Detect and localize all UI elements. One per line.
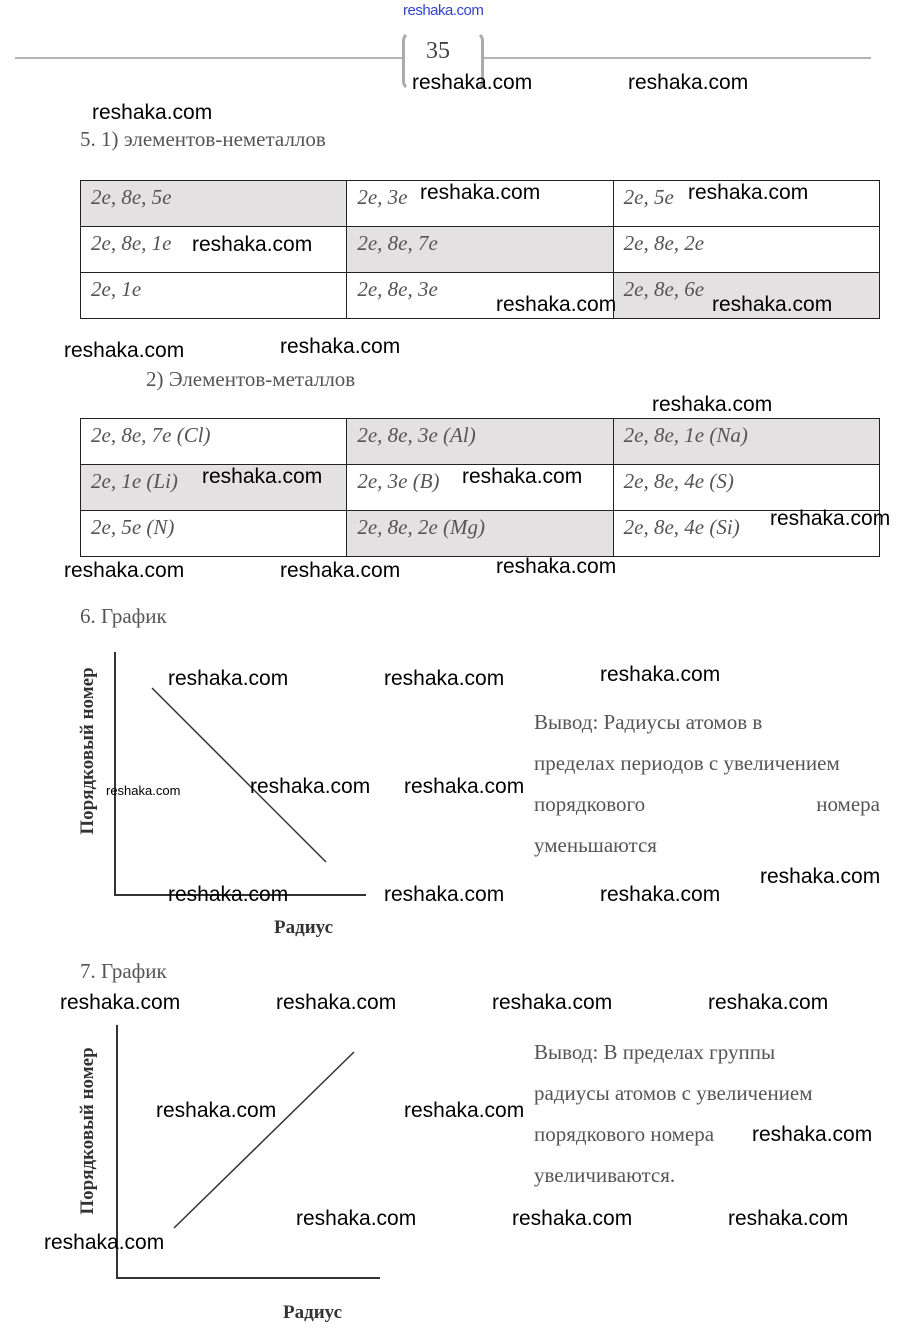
table-cell: 2e, 3e (B)	[347, 465, 613, 511]
table-cell: 2e, 8e, 3e	[347, 273, 613, 319]
watermark: reshaka.com	[652, 393, 773, 416]
task7-heading: 7. График	[80, 959, 167, 983]
watermark: reshaka.com	[688, 181, 809, 204]
watermark: reshaka.com	[412, 71, 533, 94]
conclusion-line: Вывод: В пределах группы	[534, 1040, 776, 1064]
watermark: reshaka.com	[404, 1099, 525, 1122]
watermark: reshaka.com	[708, 991, 829, 1014]
table-cell: 2e, 8e, 3e (Al)	[347, 419, 613, 465]
table-cell: 2e, 1e	[81, 273, 347, 319]
site-link[interactable]: reshaka.com	[403, 2, 484, 19]
watermark: reshaka.com	[156, 1099, 277, 1122]
table-cell: 2e, 8e, 7e	[347, 227, 613, 273]
metals-heading: 2) Элементов-металлов	[146, 367, 356, 391]
task5-heading: 5. 1) элементов-неметаллов	[80, 127, 326, 151]
watermark: reshaka.com	[492, 991, 613, 1014]
graph2-conclusion	[534, 1032, 880, 1196]
watermark: reshaka.com	[192, 233, 313, 256]
watermark: reshaka.com	[64, 559, 185, 582]
watermark: reshaka.com	[280, 559, 401, 582]
graph2-x-axis	[116, 1277, 380, 1279]
table-cell: 2e, 8e, 1e (Na)	[613, 419, 879, 465]
watermark: reshaka.com	[296, 1207, 417, 1230]
conclusion-line: пределах периодов с увеличением	[534, 751, 840, 775]
watermark: reshaka.com	[92, 101, 213, 124]
table-cell: 2e, 5e (N)	[81, 511, 347, 557]
graph2-x-label: Радиус	[283, 1302, 343, 1323]
conclusion-word: номера	[816, 792, 880, 816]
watermark: reshaka.com	[168, 667, 289, 690]
table-cell: 2e, 1e (Li)	[81, 465, 347, 511]
watermark: reshaka.com	[600, 663, 721, 686]
watermark: reshaka.com	[496, 293, 617, 316]
graph1-y-label: Порядковый номер	[77, 667, 98, 835]
conclusion-line	[534, 784, 880, 825]
graph2-line	[174, 1052, 354, 1228]
watermark: reshaka.com	[512, 1207, 633, 1230]
graph1-x-label: Радиус	[274, 917, 334, 938]
watermark: reshaka.com	[106, 783, 181, 798]
table-cell: 2e, 8e, 6e	[613, 273, 879, 319]
watermark: reshaka.com	[64, 339, 185, 362]
conclusion-line: радиусы атомов с увеличением	[534, 1081, 813, 1105]
watermark: reshaka.com	[60, 991, 181, 1014]
conclusion-line: Вывод: Радиусы атомов в	[534, 710, 763, 734]
watermark: reshaka.com	[276, 991, 397, 1014]
table-cell: 2e, 8e, 4e (S)	[613, 465, 879, 511]
graph2-y-label: Порядковый номер	[77, 1047, 98, 1215]
watermark: reshaka.com	[168, 883, 289, 906]
table-cell: 2e, 5e	[613, 181, 879, 227]
watermark: reshaka.com	[628, 71, 749, 94]
table-cell: 2e, 8e, 2e	[613, 227, 879, 273]
watermark: reshaka.com	[384, 667, 505, 690]
watermark: reshaka.com	[420, 181, 541, 204]
table-cell: 2e, 8e, 5e	[81, 181, 347, 227]
watermark: reshaka.com	[760, 865, 881, 888]
page-number: 35	[426, 38, 450, 64]
table-cell: 2e, 8e, 4e (Si)	[613, 511, 879, 557]
watermark: reshaka.com	[462, 465, 583, 488]
table-cell: 2e, 3e	[347, 181, 613, 227]
graph1-conclusion	[534, 702, 880, 866]
watermark: reshaka.com	[250, 775, 371, 798]
watermark: reshaka.com	[496, 555, 617, 578]
watermark: reshaka.com	[202, 465, 323, 488]
conclusion-line: увеличиваются.	[534, 1163, 676, 1187]
watermark: reshaka.com	[280, 335, 401, 358]
watermark: reshaka.com	[752, 1123, 873, 1146]
conclusion-line: порядкового номера	[534, 1122, 715, 1146]
watermark: reshaka.com	[728, 1207, 849, 1230]
conclusion-line: уменьшаются	[534, 833, 657, 857]
table-cell: 2e, 8e, 2e (Mg)	[347, 511, 613, 557]
watermark: reshaka.com	[770, 507, 891, 530]
watermark: reshaka.com	[404, 775, 525, 798]
watermark: reshaka.com	[44, 1231, 165, 1254]
watermark: reshaka.com	[600, 883, 721, 906]
table-cell: 2e, 8e, 7e (Cl)	[81, 419, 347, 465]
task6-heading: 6. График	[80, 604, 167, 628]
table-cell: 2e, 8e, 1e	[81, 227, 347, 273]
watermark: reshaka.com	[712, 293, 833, 316]
watermark: reshaka.com	[384, 883, 505, 906]
conclusion-word: порядкового	[534, 792, 646, 816]
